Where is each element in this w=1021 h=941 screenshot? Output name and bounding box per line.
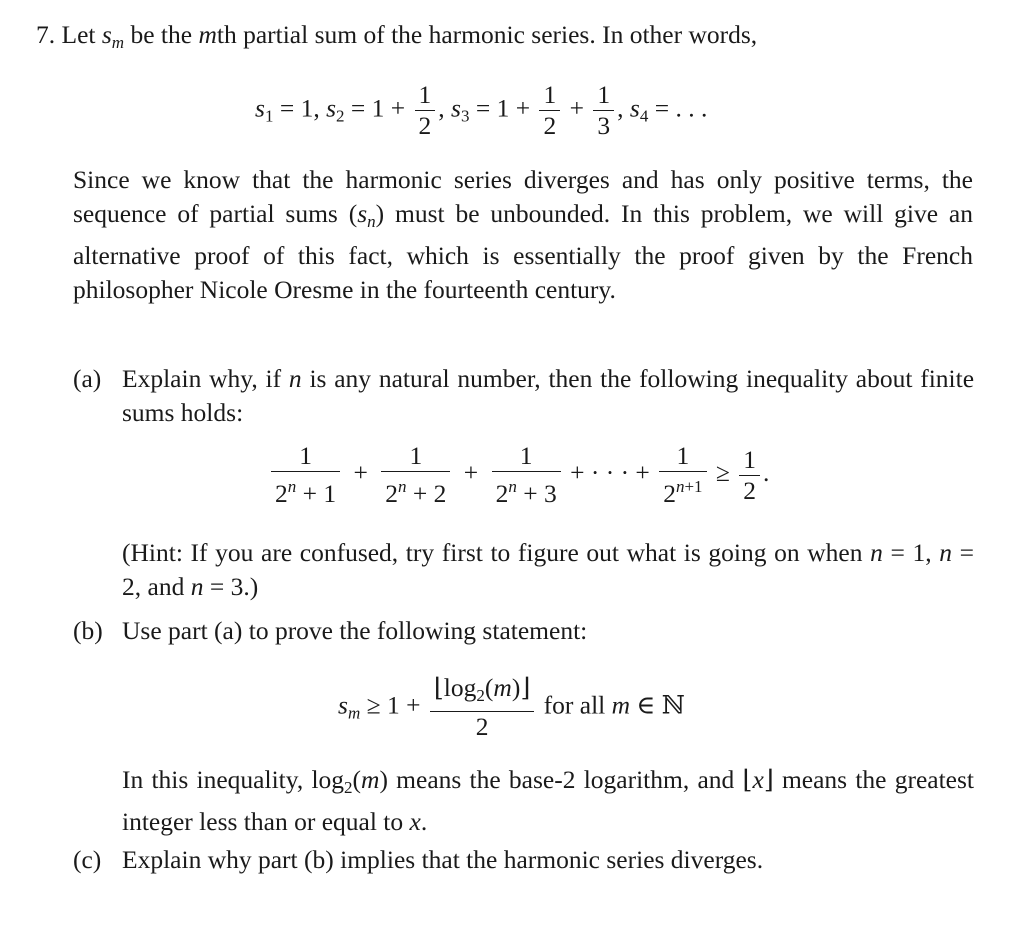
fraction-term-last: $\frac{1}{2^{n+1}}$ — [659, 441, 706, 509]
fraction-term-2: $\frac{1}{2^n + 2}$ — [381, 441, 450, 509]
fraction-term-1: $\frac{1}{2^n + 1}$ — [271, 441, 340, 509]
part-b-inequality: $s_m \ge 1$ + $\frac{⌊\log_2(m)⌋}{2}$ for all m ∈ ℕ — [338, 673, 685, 741]
part-b-label: (b) — [73, 616, 103, 645]
part-b-text: Use part (a) to prove the following statement: — [122, 616, 588, 645]
part-a-hint: (Hint: If you are confused, try first to figure out what is going on when n = 1, n = 2, and n = 3.) — [122, 538, 975, 601]
problem-intro: 7. Let $s_m$ be the mth partial sum of the harmonic series. In other words, — [36, 20, 758, 52]
fraction-one-third: $\frac{1}{3}$ — [593, 80, 614, 141]
part-b-explanation: In this inequality, $\log_2(m)$ means the base-2 logarithm, and ⌊x⌋ means the greatest integer less than or equal to x. — [122, 765, 974, 836]
fraction-term-3: $\frac{1}{2^n + 3}$ — [492, 441, 561, 509]
partial-sums-equation: $s_1 = 1$, $s_2 = 1$ + $\frac{1}{2}$ , $s_3 = 1$ + $\frac{1}{2}$ + $\frac{1}{3}$ , $s_4$ = . . . — [255, 80, 708, 140]
fraction-one-half: $\frac{1}{2}$ — [539, 80, 560, 141]
part-c-text: Explain why part (b) implies that the harmonic series diverges. — [122, 845, 764, 874]
intro-paragraph: Since we know that the harmonic series diverges and has only positive terms, the sequence of partial sums $(s_n)$ must be unbounded. In this problem, we will give an alternative proof of this fact, which is essentially the proof given by the French philosopher Nicole Oresme in the fourteenth century. — [73, 165, 973, 304]
fraction-log-over-two: $\frac{⌊\log_2(m)⌋}{2}$ — [430, 673, 534, 742]
part-c-label: (c) — [73, 845, 102, 874]
part-a-label: (a) — [73, 364, 102, 393]
part-a-inequality: $\frac{1}{2^n + 1}$ + $\frac{1}{2^n + 2}$ + $\frac{1}{2^n + 3}$ + · · · + $\frac{1}{2^{n+1}}$ ≥ $\frac{1}{2}$ . — [268, 441, 769, 509]
fraction-one-half: $\frac{1}{2}$ — [415, 80, 436, 141]
part-a-text: Explain why, if n is any natural number, then the following inequality about finite sums holds: — [122, 364, 975, 427]
fraction-one-half-rhs: $\frac{1}{2}$ — [739, 445, 760, 506]
problem-number: 7. — [36, 20, 56, 49]
